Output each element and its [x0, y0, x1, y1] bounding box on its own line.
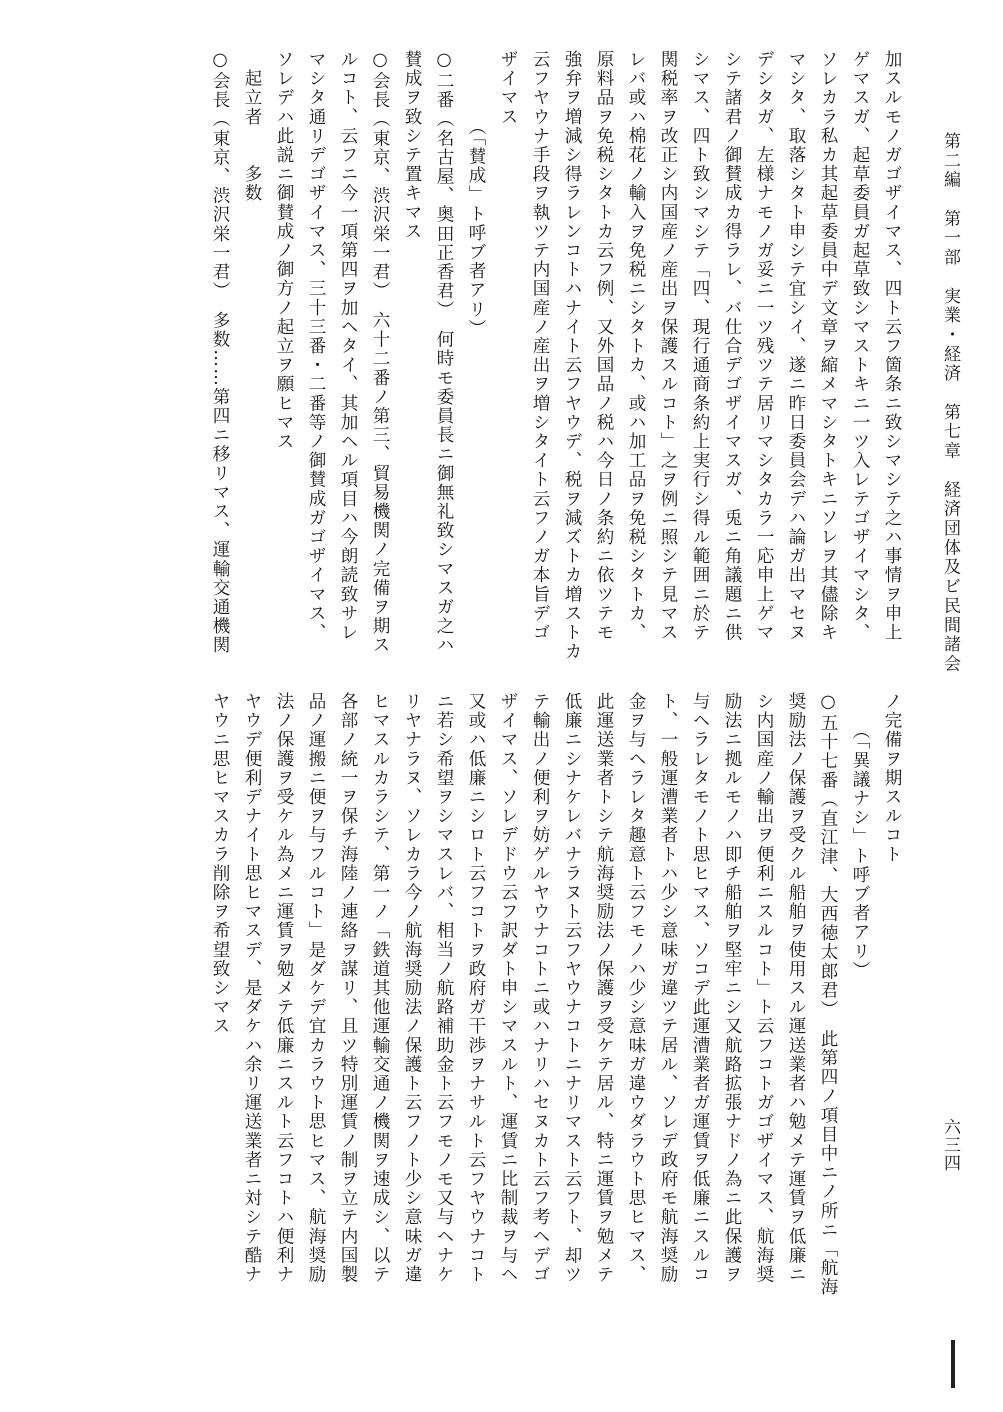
text-line: ト、一般運漕業者トハ少シ意味ガ違ツテ居ル、ソレデ政府モ航海奨励 — [658, 692, 678, 1285]
text-line: 云フヤウナ手段ヲ執ツテ内国産ノ産出ヲ増シタイト云フノガ本旨デゴ — [530, 50, 550, 643]
margin-mark — [951, 1340, 955, 1388]
text-line: 起立者 多数 — [242, 50, 262, 203]
text-line: （「賛成」ト呼ブ者アリ） — [466, 50, 486, 338]
text-line: 加スルモノガゴザイマス、四ト云フ箇条ニ致シマシテ之ハ事情ヲ申上 — [882, 50, 902, 643]
page-number: 六三四 — [940, 1118, 960, 1172]
text-line: 各部ノ統一ヲ保チ海陸ノ連絡ヲ謀リ、且ツ特別運賃ノ制ヲ立テ内国製 — [338, 692, 358, 1285]
upper-text-block — [204, 50, 908, 660]
text-line: テ輸出ノ便利ヲ妨ゲルヤウナコトニ或ハナリハセヌカト云フ考ヘデゴ — [530, 692, 550, 1285]
text-line: マシタ通リデゴザイマス、三十三番・二番等ノ御賛成ガゴザイマス、 — [306, 50, 326, 643]
lower-text-block — [204, 692, 908, 1372]
text-line: 低廉ニシナケレバナラヌト云フヤウナコトニナリマスト云フト、却ツ — [562, 692, 582, 1285]
text-line: ルコト、云フニ今一項第四ヲ加ヘタイ、其加ヘル項目ハ今朗読致サレ — [338, 50, 358, 643]
text-line: （「異議ナシ」ト呼ブ者アリ） — [850, 692, 870, 980]
text-line: デシタガ、左様ナモノガ妥ニ一ツ残ツテ居リマシタカラ一応申上ゲマ — [754, 50, 774, 643]
text-line: ソレカラ私カ其起草委員中デ文章ヲ縮メマシタトキニソレヲ其儘除キ — [818, 50, 838, 643]
text-line: 関税率ヲ改正シ内国産ノ産出ヲ保護スルコト」之ヲ例ニ照シテ見マス — [658, 50, 678, 643]
text-line: ヤウデ便利デナイト思ヒマスデ、是ダケハ余リ運送業者ニ対シテ酷ナ — [242, 692, 262, 1285]
text-line: ○会長（東京、渋沢栄一君） 六十二番ノ第三、貿易機関ノ完備ヲ期ス — [370, 50, 390, 655]
text-line: シテ諸君ノ御賛成カ得ラレ、バ仕合デゴザイマスガ、兎ニ角議題ニ供 — [722, 50, 742, 643]
text-line: ヒマスルカラシテ、第一ノ「鉄道其他運輸交通ノ機関ヲ速成シ、以テ — [370, 692, 390, 1285]
text-line: 又或ハ低廉ニシロト云フコトヲ政府ガ干渉ヲナサルト云フヤウナコト — [466, 692, 486, 1285]
text-line: リヤナラヌ、ソレカラ今ノ航海奨励法ノ保護ト云フノト少シ意味ガ違 — [402, 692, 422, 1285]
text-line: ヤウニ思ヒマスカラ削除ヲ希望致シマス — [210, 692, 230, 1036]
text-line: ○二番（名古屋、奥田正香君） 何時モ委員長ニ御無礼致シマスガ之ハ — [434, 50, 454, 655]
text-line: レバ或ハ棉花ノ輸入ヲ免税ニシタトカ、或ハ加工品ヲ免税シタトカ、 — [626, 50, 646, 643]
text-line: ○五十七番（直江津、大西徳太郎君） 此第四ノ項目中ニノ所ニ「航海 — [818, 692, 838, 1297]
text-line: 金ヲ与ヘラレタ趣意ト云フモノハ少シ意味ガ違ウダラウト思ヒマス、 — [626, 692, 646, 1285]
text-line: ソレデハ此説ニ御賛成ノ御方ノ起立ヲ願ヒマス — [274, 50, 294, 452]
running-header: 第二編 第一部 実業・経済 第七章 経済団体及ビ民間諸会 — [940, 132, 960, 672]
text-line: 法ノ保護ヲ受ケル為メニ運賃ヲ勉メテ低廉ニスルト云フコトハ便利ナ — [274, 692, 294, 1285]
text-line: 励法ニ拠ルモノハ即チ船舶ヲ堅牢ニシ又航路拡張ナドノ為ニ此保護ヲ — [722, 692, 742, 1285]
text-line: シマス、四ト致シマシテ「四、現行通商条約上実行シ得ル範囲ニ於テ — [690, 50, 710, 643]
text-line: 与ヘラレタモノト思ヒマス、ソコデ此運漕業者ガ運賃ヲ低廉ニスルコ — [690, 692, 710, 1285]
text-line: ニ若シ希望ヲシマスレバ、相当ノ航路補助金ト云フモノモ又与ヘナケ — [434, 692, 454, 1285]
text-line: マシタ、取落シタト申シテ宜シイ、遂ニ昨日委員会デハ論ガ出マセヌ — [786, 50, 806, 643]
text-line: ○会長（東京、渋沢栄一君） 多数……第四ニ移リマス、運輸交通機関 — [210, 50, 230, 655]
text-line: ゲマスガ、起草委員ガ起草致シマストキニ一ツ入レテゴザイマシタ、 — [850, 50, 870, 643]
text-line: 品ノ運搬ニ便ヲ与フルコト」是ダケデ宜カラウト思ヒマス、航海奨励 — [306, 692, 326, 1285]
text-line: 原料品ヲ免税シタトカ云フ例、又外国品ノ税ハ今日ノ条約ニ依ツテモ — [594, 50, 614, 643]
text-line: ザイマス、ソレデドウ云フ訳ダト申シマスルト、運賃ニ比制裁ヲ与ヘ — [498, 692, 518, 1285]
text-line: シ内国産ノ輸出ヲ便利ニスルコト」ト云フコトガゴザイマス、航海奨 — [754, 692, 774, 1285]
text-line: ノ完備ヲ期スルコト — [882, 692, 902, 864]
text-line: ザイマス — [498, 50, 518, 127]
text-line: 強弁ヲ増減シ得ラレンコトハナイト云フヤウデ、税ヲ減ズトカ増ストカ — [562, 50, 582, 662]
text-line: 此運送業者トシテ航海奨励法ノ保護ヲ受ケテ居ル、特ニ運賃ヲ勉メテ — [594, 692, 614, 1285]
text-line: 奨励法ノ保護ヲ受クル船舶ヲ使用スル運送業者ハ勉メテ運賃ヲ低廉ニ — [786, 692, 806, 1285]
text-line: 賛成ヲ致シテ置キマス — [402, 50, 422, 241]
